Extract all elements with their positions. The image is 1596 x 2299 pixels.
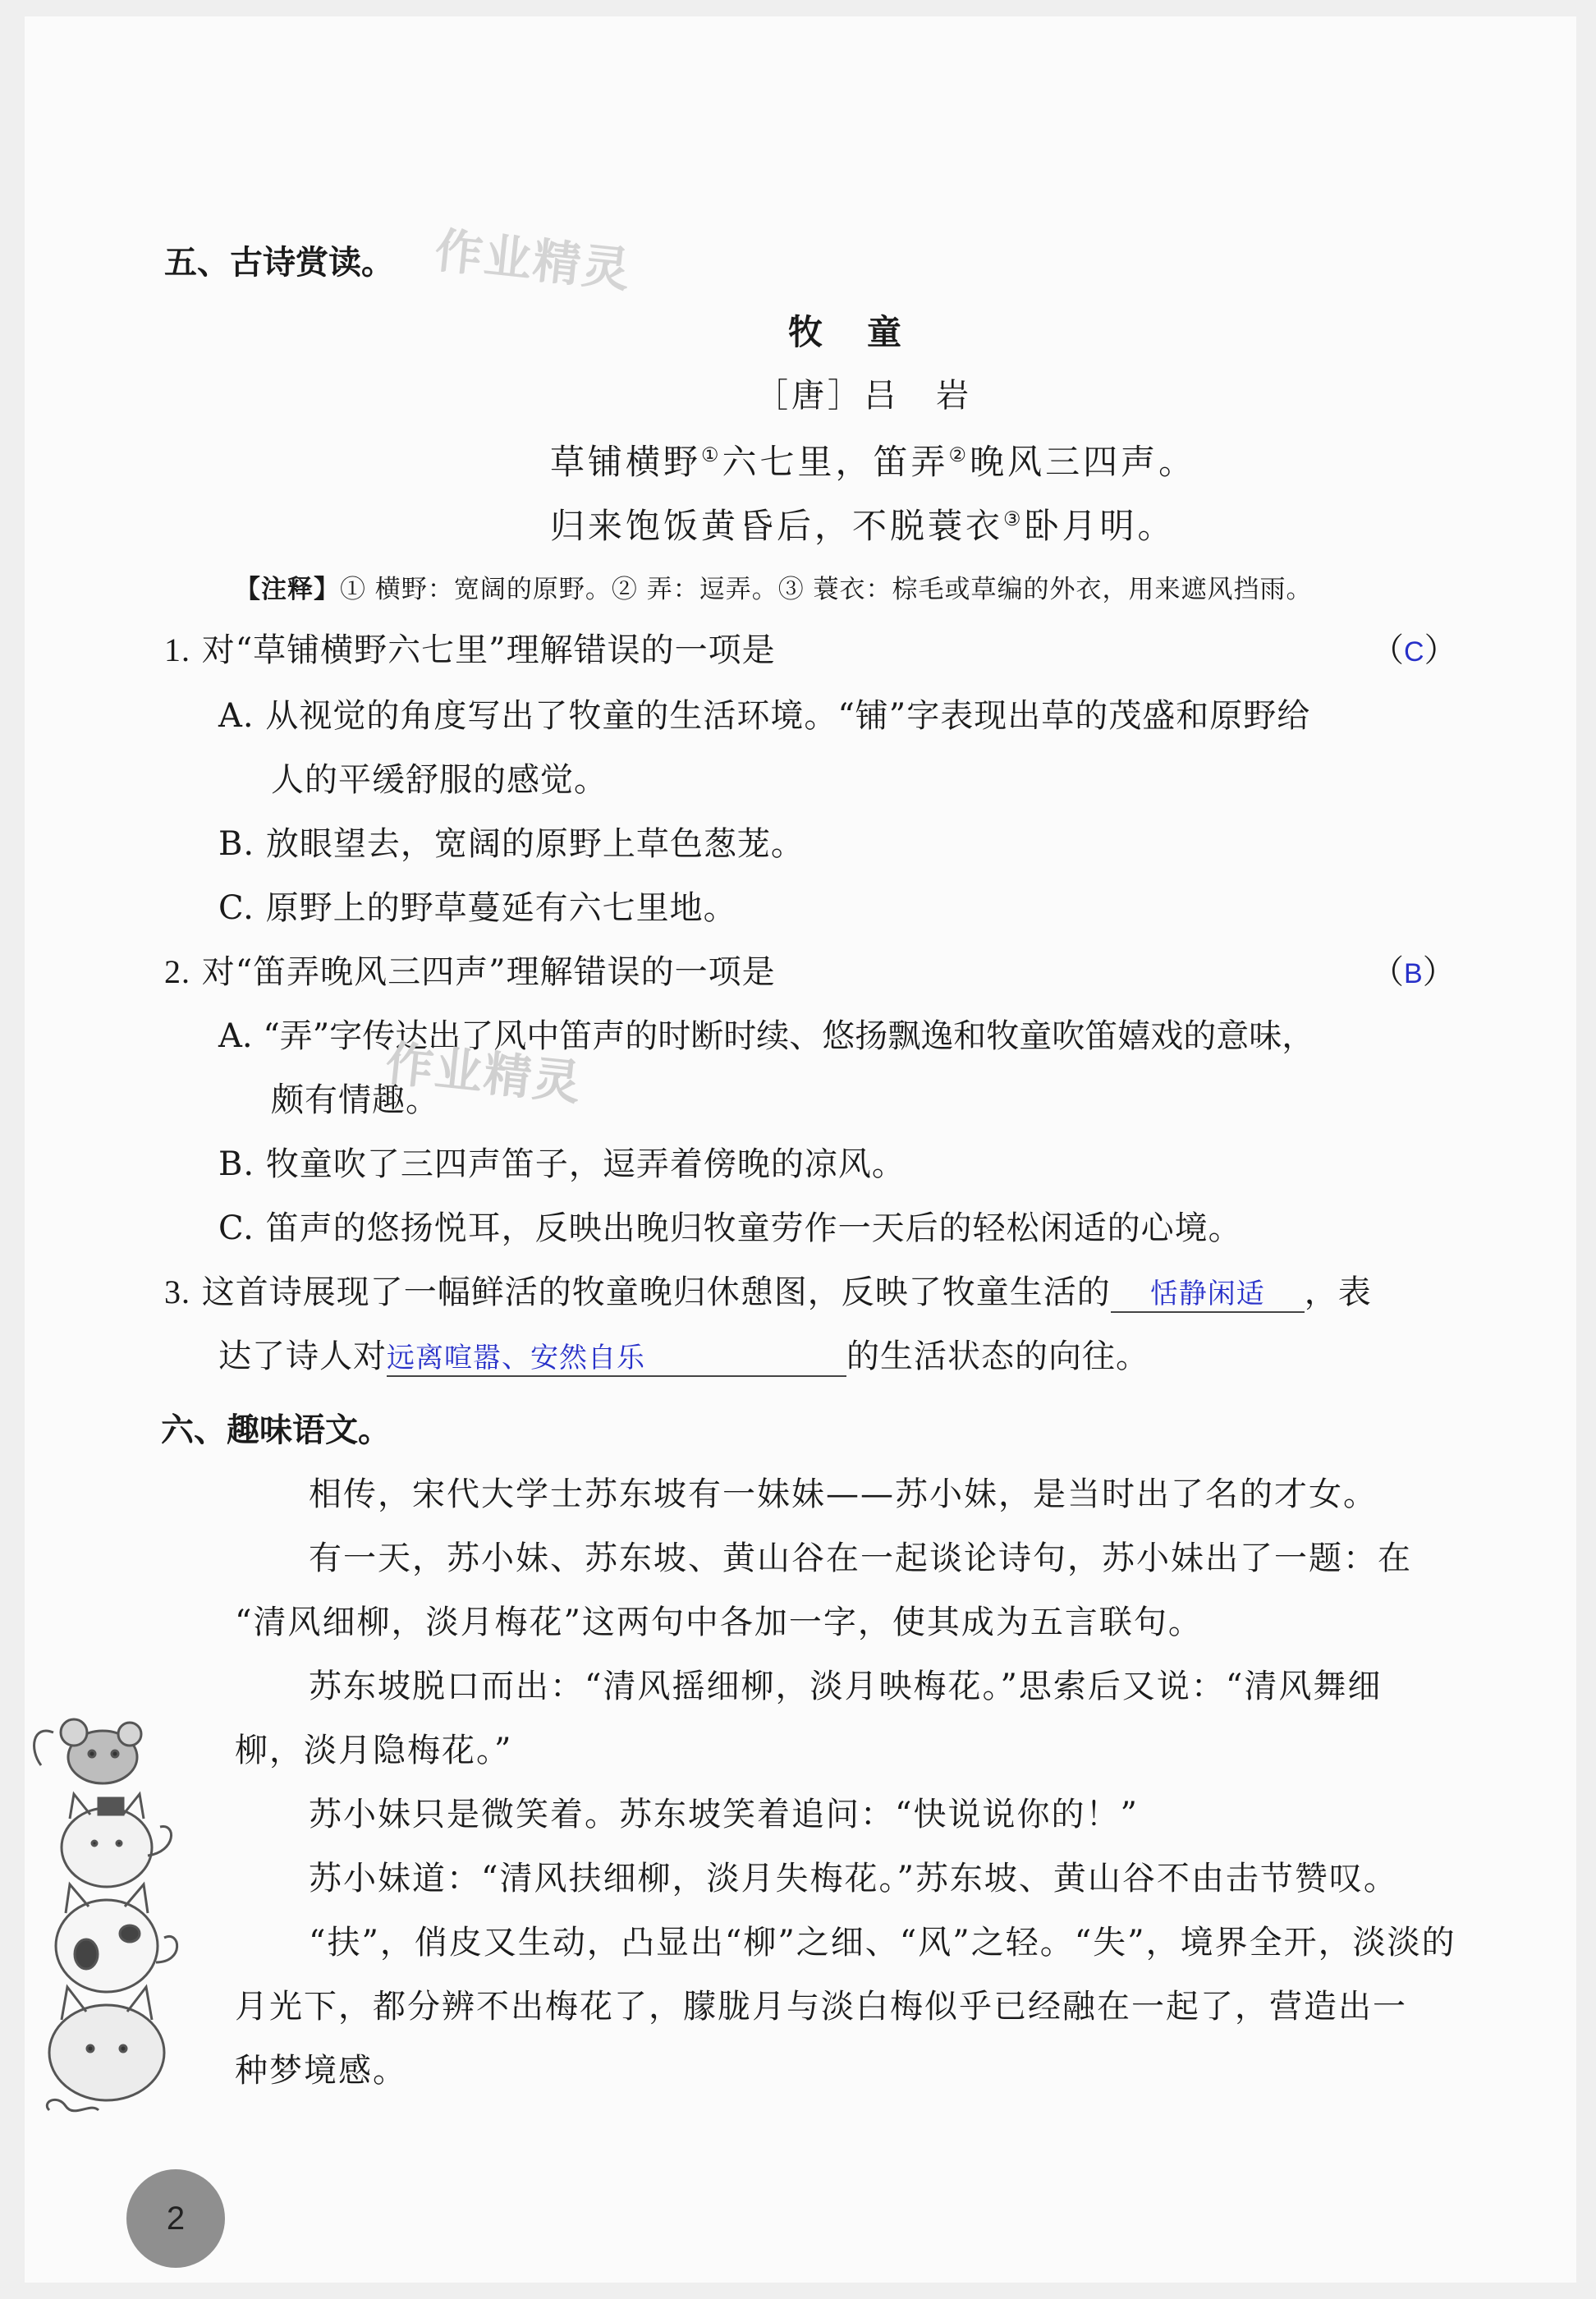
story-paragraph-3-line-2: 柳，淡月隐梅花。” [235,1732,513,1769]
section-six-heading: 六、趣味语文。 [161,1411,391,1449]
question-1-answer: C [1404,636,1424,668]
question-3-answer-2: 远离喧嚣、安然自乐 [387,1342,645,1374]
poem-line-2 [550,499,1176,548]
poem-line-1 [550,435,1196,484]
annotation-label: 【注释】 [235,575,340,604]
question-3-blank-2[interactable] [387,1335,846,1377]
question-3-line-2 [218,1330,1149,1377]
question-1-answer-bracket [1371,624,1457,671]
note-marker-2: ② [948,443,970,466]
section-five-heading: 五、古诗赏读。 [164,244,394,282]
question-3-blank-1[interactable] [1111,1271,1305,1313]
question-1-number: 1. [164,631,190,668]
question-2-answer: B [1404,958,1423,989]
poem-line-1-part-b: 六七里，笛弄 [722,442,949,482]
poem-line-2-part-a: 归来饱饭黄昏后，不脱蓑衣 [550,506,1004,546]
bracket-open: （ [1371,953,1404,991]
question-2-option-a-line-1: A. “弄”字传达出了风中笛声的时断时续、悠扬飘逸和牧童吹笛嬉戏的意味， [218,1017,1315,1055]
poem-line-1-part-a: 草铺横野 [550,442,702,482]
mouse-and-cats-stack-icon [25,1700,189,2127]
question-2-stem [164,946,776,993]
question-3-answer-1: 恬静闲适 [1149,1278,1265,1310]
question-1-text: 对“草铺横野六七里”理解错误的一项是 [201,631,776,669]
question-3-line-1 [164,1266,1372,1313]
story-paragraph-6-line-3: 种梦境感。 [235,2052,407,2090]
question-2-text: 对“笛弄晚风三四声”理解错误的一项是 [201,953,776,991]
story-paragraph-6-line-1: “扶”，俏皮又生动，凸显出“柳”之细、“风”之轻。“失”，境界全开，淡淡的 [309,1924,1456,1962]
poem-author: ［唐］吕 岩 [755,377,972,415]
question-3-text-1: 这首诗展现了一幅鲜活的牧童晚归休憩图，反映了牧童生活的 [201,1273,1111,1311]
note-marker-1: ① [701,443,722,466]
question-1-option-c: C. 原野上的野草蔓延有六七里地。 [218,889,737,927]
question-1-stem [164,624,776,671]
bracket-close: ） [1424,631,1457,669]
poem-line-2-part-b: 卧月明。 [1024,506,1176,546]
question-3-number: 3. [164,1273,190,1310]
question-2-option-a-line-2: 颇有情趣。 [271,1081,439,1119]
annotation-text: ① 横野：宽阔的原野。② 弄：逗弄。③ 蓑衣：棕毛或草编的外衣，用来遮风挡雨。 [340,575,1313,604]
bracket-close: ） [1422,953,1456,991]
question-2-answer-bracket [1371,946,1456,993]
story-paragraph-4: 苏小妹只是微笑着。苏东坡笑着追问：“快说说你的！” [309,1796,1139,1833]
note-marker-3: ③ [1003,507,1025,530]
story-paragraph-6-line-2: 月光下，都分辨不出梅花了，朦胧月与淡白梅似乎已经融在一起了，营造出一 [235,1988,1407,2026]
question-3-text-4: 的生活状态的向往。 [846,1338,1149,1375]
question-2-option-b: B. 牧童吹了三四声笛子，逗弄着傍晚的凉风。 [218,1145,906,1183]
story-paragraph-2-line-1: 有一天，苏小妹、苏东坡、黄山谷在一起谈论诗句，苏小妹出了一题：在 [309,1540,1412,1577]
story-paragraph-2-line-2: “清风细柳，淡月梅花”这两句中各加一字，使其成为五言联句。 [235,1604,1203,1641]
question-1-option-b: B. 放眼望去，宽阔的原野上草色葱茏。 [218,825,805,863]
watermark: 作业精灵 [383,1035,585,1112]
workbook-page [25,16,1576,2283]
watermark: 作业精灵 [432,222,635,299]
question-2-option-c: C. 笛声的悠扬悦耳，反映出晚归牧童劳作一天后的轻松闲适的心境。 [218,1209,1242,1247]
story-paragraph-5: 苏小妹道：“清风扶细柳，淡月失梅花。”苏东坡、黄山谷不由击节赞叹。 [309,1860,1398,1897]
story-paragraph-3-line-1: 苏东坡脱口而出：“清风摇细柳，淡月映梅花。”思索后又说：“清风舞细 [309,1668,1383,1705]
question-3-text-3: 达了诗人对 [218,1338,387,1375]
story-paragraph-1: 相传，宋代大学士苏东坡有一妹妹——苏小妹，是当时出了名的才女。 [309,1475,1378,1513]
annotation [235,568,1313,605]
bracket-open: （ [1371,631,1404,669]
poem-line-1-part-c: 晚风三四声。 [970,442,1197,482]
page-number-badge: 2 [126,2169,225,2268]
poem-title: 牧 童 [788,312,907,352]
question-2-number: 2. [164,953,190,990]
question-3-text-2: ，表 [1304,1273,1372,1311]
question-1-option-a-line-2: 人的平缓舒服的感觉。 [271,761,608,799]
question-1-option-a-line-1: A. 从视觉的角度写出了牧童的生活环境。“铺”字表现出草的茂盛和原野给 [218,697,1311,735]
